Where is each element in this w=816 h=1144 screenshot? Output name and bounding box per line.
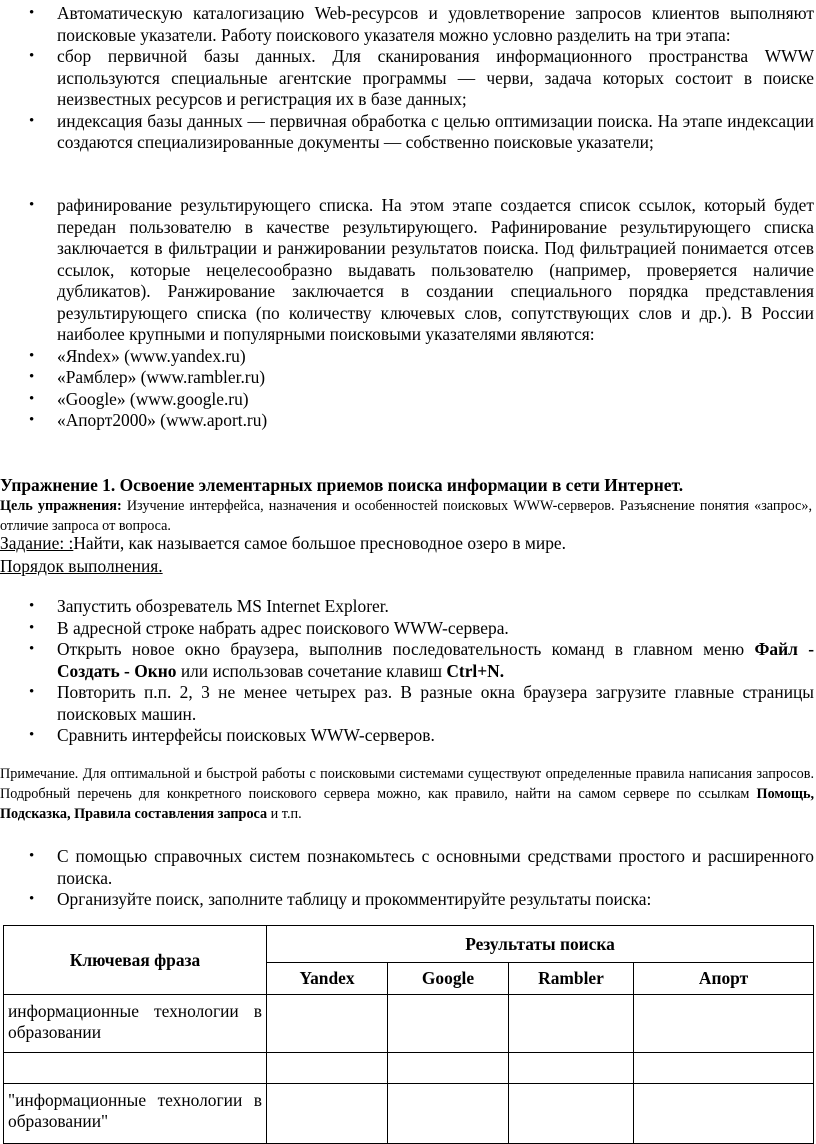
table-row: [4, 1053, 814, 1084]
goal-label: Цель упражнения:: [0, 498, 122, 514]
steps-list: [0, 596, 816, 747]
final-list: [0, 846, 816, 911]
note-text: Примечание. Для оптимальной и быстрой работы с поисковыми системами существуют определенные правила написания запросов. Подробный перечень для конкретного поискового сервера можно, как правило, найти на самом сервере по ссылкам: [0, 766, 814, 802]
task-line: [0, 533, 816, 554]
list-item: • С помощью справочных систем познакомьтесь с основными средствами простого и расширенного поиска.: [0, 846, 816, 889]
goal-text: Изучение интерфейса, назначения и особенностей поисковых WWW-серверов. Разъяснение понятия «запрос», отличие запроса от вопроса.: [0, 498, 812, 534]
result-cell[interactable]: [388, 1084, 509, 1144]
result-cell[interactable]: [634, 995, 814, 1053]
exercise-title: Упражнение 1. Освоение элементарных приемов поиска информации в сети Интернет.: [0, 475, 684, 495]
exercise-goal: [0, 496, 812, 536]
list-item: • «Рамблер» (www.rambler.ru): [0, 367, 816, 389]
result-cell[interactable]: [388, 995, 509, 1053]
list-item: • Запустить обозреватель MS Internet Explorer.: [0, 596, 816, 618]
note-tail: и т.п.: [267, 806, 302, 822]
results-table: [3, 925, 814, 1144]
results-header: Результаты поиска: [267, 926, 814, 963]
result-cell[interactable]: [509, 995, 634, 1053]
empty-cell: [388, 1053, 509, 1084]
empty-cell: [509, 1053, 634, 1084]
list-item: • Автоматическую каталогизацию Web-ресурсов и удовлетворение запросов клиентов выполняют поисковые указатели. Работу поискового указателя можно условно разделить на три этапа:: [0, 3, 816, 46]
column-header: Rambler: [509, 963, 634, 995]
empty-cell: [634, 1053, 814, 1084]
result-cell[interactable]: [509, 1084, 634, 1144]
key-phrase-header: Ключевая фраза: [4, 926, 267, 995]
list-item: • «Google» (www.google.ru): [0, 389, 816, 411]
list-item: • сбор первичной базы данных. Для сканирования информационного пространства WWW используются специальные агентские программы — черви, задача которых состоит в поиске неизвестных ресурсов и регистрация их в базе данных;: [0, 46, 816, 111]
note-paragraph: [0, 764, 814, 824]
table-row: [4, 995, 814, 1053]
list-item: • «Апорт2000» (www.aport.ru): [0, 410, 816, 432]
order-heading: Порядок выполнения.: [0, 556, 163, 576]
list-item: • рафинирование результирующего списка. На этом этапе создается список ссылок, который будет передан пользователю в качестве результирующего. Рафинирование результирующего списка заключается в фильтрации и ранжировании результатов поиска. Под фильтрацией понимается отсев ссылок, которые нецелесообразно выдавать пользователю (например, проверяется наличие дубликатов). Ранжирование заключается в создании специального порядка представления результирующего списка (по количеству ключевых слов, сопутствующих слов и др.). В России наиболее крупными и популярными поисковыми указателями являются:: [0, 195, 816, 346]
empty-cell: [4, 1053, 267, 1084]
empty-cell: [267, 1053, 388, 1084]
list-item: • Сравнить интерфейсы поисковых WWW-серверов.: [0, 725, 816, 747]
result-cell[interactable]: [267, 995, 388, 1053]
list-item: • Повторить п.п. 2, 3 не менее четырех раз. В разные окна браузера загрузите главные страницы поисковых машин.: [0, 682, 816, 725]
list-item: • В адресной строке набрать адрес поискового WWW-сервера.: [0, 618, 816, 640]
note-links: Помощь, Подсказка, Правила составления запроса: [0, 786, 814, 822]
hotkey: Ctrl+N.: [446, 660, 505, 681]
column-header: Yandex: [267, 963, 388, 995]
step-text: или использовав сочетание клавиш: [176, 660, 447, 681]
intro-list: [0, 3, 816, 154]
column-header: Апорт: [634, 963, 814, 995]
list-item: • Организуйте поиск, заполните таблицу и прокомментируйте результаты поиска:: [0, 889, 816, 911]
key-phrase-cell: информационные технологии в образовании: [4, 995, 267, 1053]
column-header: Google: [388, 963, 509, 995]
result-cell[interactable]: [634, 1084, 814, 1144]
list-item: [0, 639, 816, 682]
list-item: • индексация базы данных — первичная обработка с целью оптимизации поиска. На этапе индексации создаются специализированные документы — собственно поисковые указатели;: [0, 111, 816, 154]
key-phrase-cell: "информационные технологии в образовании": [4, 1084, 267, 1144]
refine-list: [0, 195, 816, 432]
task-label: Задание: :: [0, 533, 74, 553]
task-text: Найти, как называется самое большое пресноводное озеро в мире.: [73, 533, 566, 553]
table-row: [4, 1084, 814, 1144]
result-cell[interactable]: [267, 1084, 388, 1144]
list-item: • «Яndex» (www.yandex.ru): [0, 346, 816, 368]
menu-path: Файл - Создать - Окно: [57, 639, 814, 681]
step-text: Открыть новое окно браузера, выполнив последовательность команд в главном меню: [57, 639, 755, 659]
